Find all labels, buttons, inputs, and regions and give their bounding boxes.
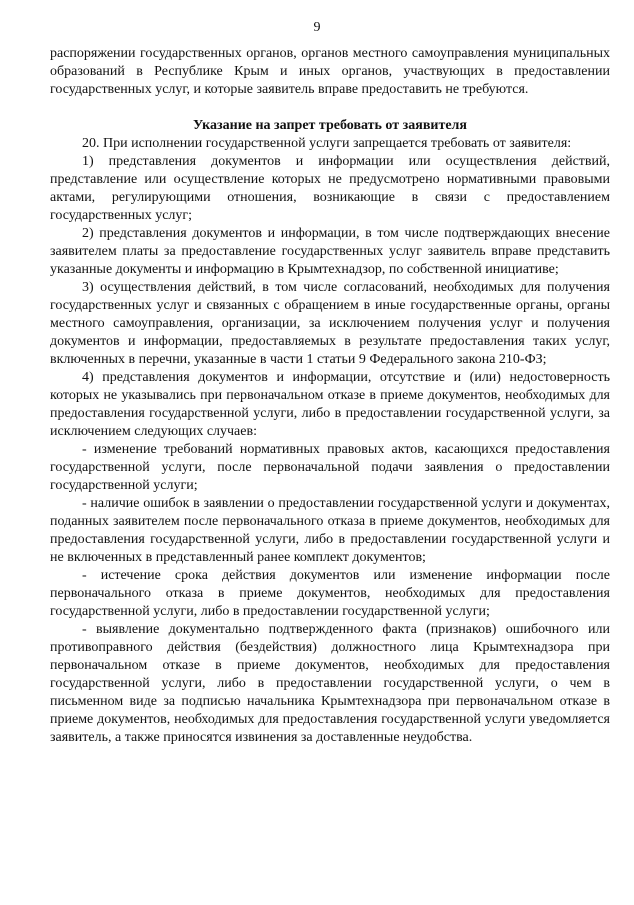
document-body [50, 45, 610, 747]
bullet-item-3: - истечение срока действия документов или изменение информации после первоначального отказа в приеме документов, необходимых для предоставления государственной услуги, либо в предоставлении государственной услуги; [50, 568, 610, 619]
bullet-item-2: - наличие ошибок в заявлении о предоставлении государственной услуги и документах, поданных заявителем после первоначального отказа в приеме документов, необходимых для предоставления государственной услуги, либо в предоставлении государственной услуги и не включенных в представленный ранее комплект документов; [50, 496, 610, 565]
paragraph-item-3: 3) осуществления действий, в том числе согласований, необходимых для получения государственных услуг и связанных с обращением в иные государственные органы, органы местного самоуправления, организации, за исключением получения услуг и получения документов и информации, предоставляемых в результате предоставления таких услуг, включенных в перечни, указанные в части 1 статьи 9 Федерального закона 210-ФЗ; [50, 280, 610, 367]
paragraph-item-1: 1) представления документов и информации или осуществления действий, представление или осуществление которых не предусмотрено нормативными правовыми актами, регулирующими отношения, возникающие в связи с предоставлением государственных услуг; [50, 154, 610, 223]
bullet-item-1: - изменение требований нормативных правовых актов, касающихся предоставления государственной услуги, после первоначальной подачи заявления о предоставлении государственной услуги; [50, 442, 610, 493]
intro-paragraph: распоряжении государственных органов, органов местного самоуправления муниципальных образований в Республике Крым и иных органов, участвующих в предоставлении государственных услуг, и которые заявитель вправе предоставить не требуются. [50, 46, 610, 97]
page-number: 9 [313, 20, 321, 35]
paragraph-item-4: 4) представления документов и информации, отсутствие и (или) недостоверность которых не указывались при первоначальном отказе в приеме документов, необходимых для предоставления государственной услуги, либо в предоставлении государственной услуги, за исключением следующих случаев: [50, 370, 610, 439]
section-heading: Указание на запрет требовать от заявителя [193, 118, 467, 133]
bullet-item-4: - выявление документально подтвержденного факта (признаков) ошибочного или противоправного действия (бездействия) должностного лица Крымтехнадзора при первоначальном отказе в приеме документов, необходимых для предоставления государственной услуги, либо в предоставлении государственной услуги, о чем в письменном виде за подписью начальника Крымтехнадзора при первоначальном отказе в приеме документов, необходимых для предоставления государственной услуги уведомляется заявитель, а также приносятся извинения за доставленные неудобства. [50, 622, 610, 745]
paragraph-20: 20. При исполнении государственной услуги запрещается требовать от заявителя: [82, 136, 572, 151]
paragraph-item-2: 2) представления документов и информации, в том числе подтверждающих внесение заявителем платы за предоставление государственных услуг заявитель вправе представить указанные документы и информацию в Крымтехнадзор, по собственной инициативе; [50, 226, 610, 277]
